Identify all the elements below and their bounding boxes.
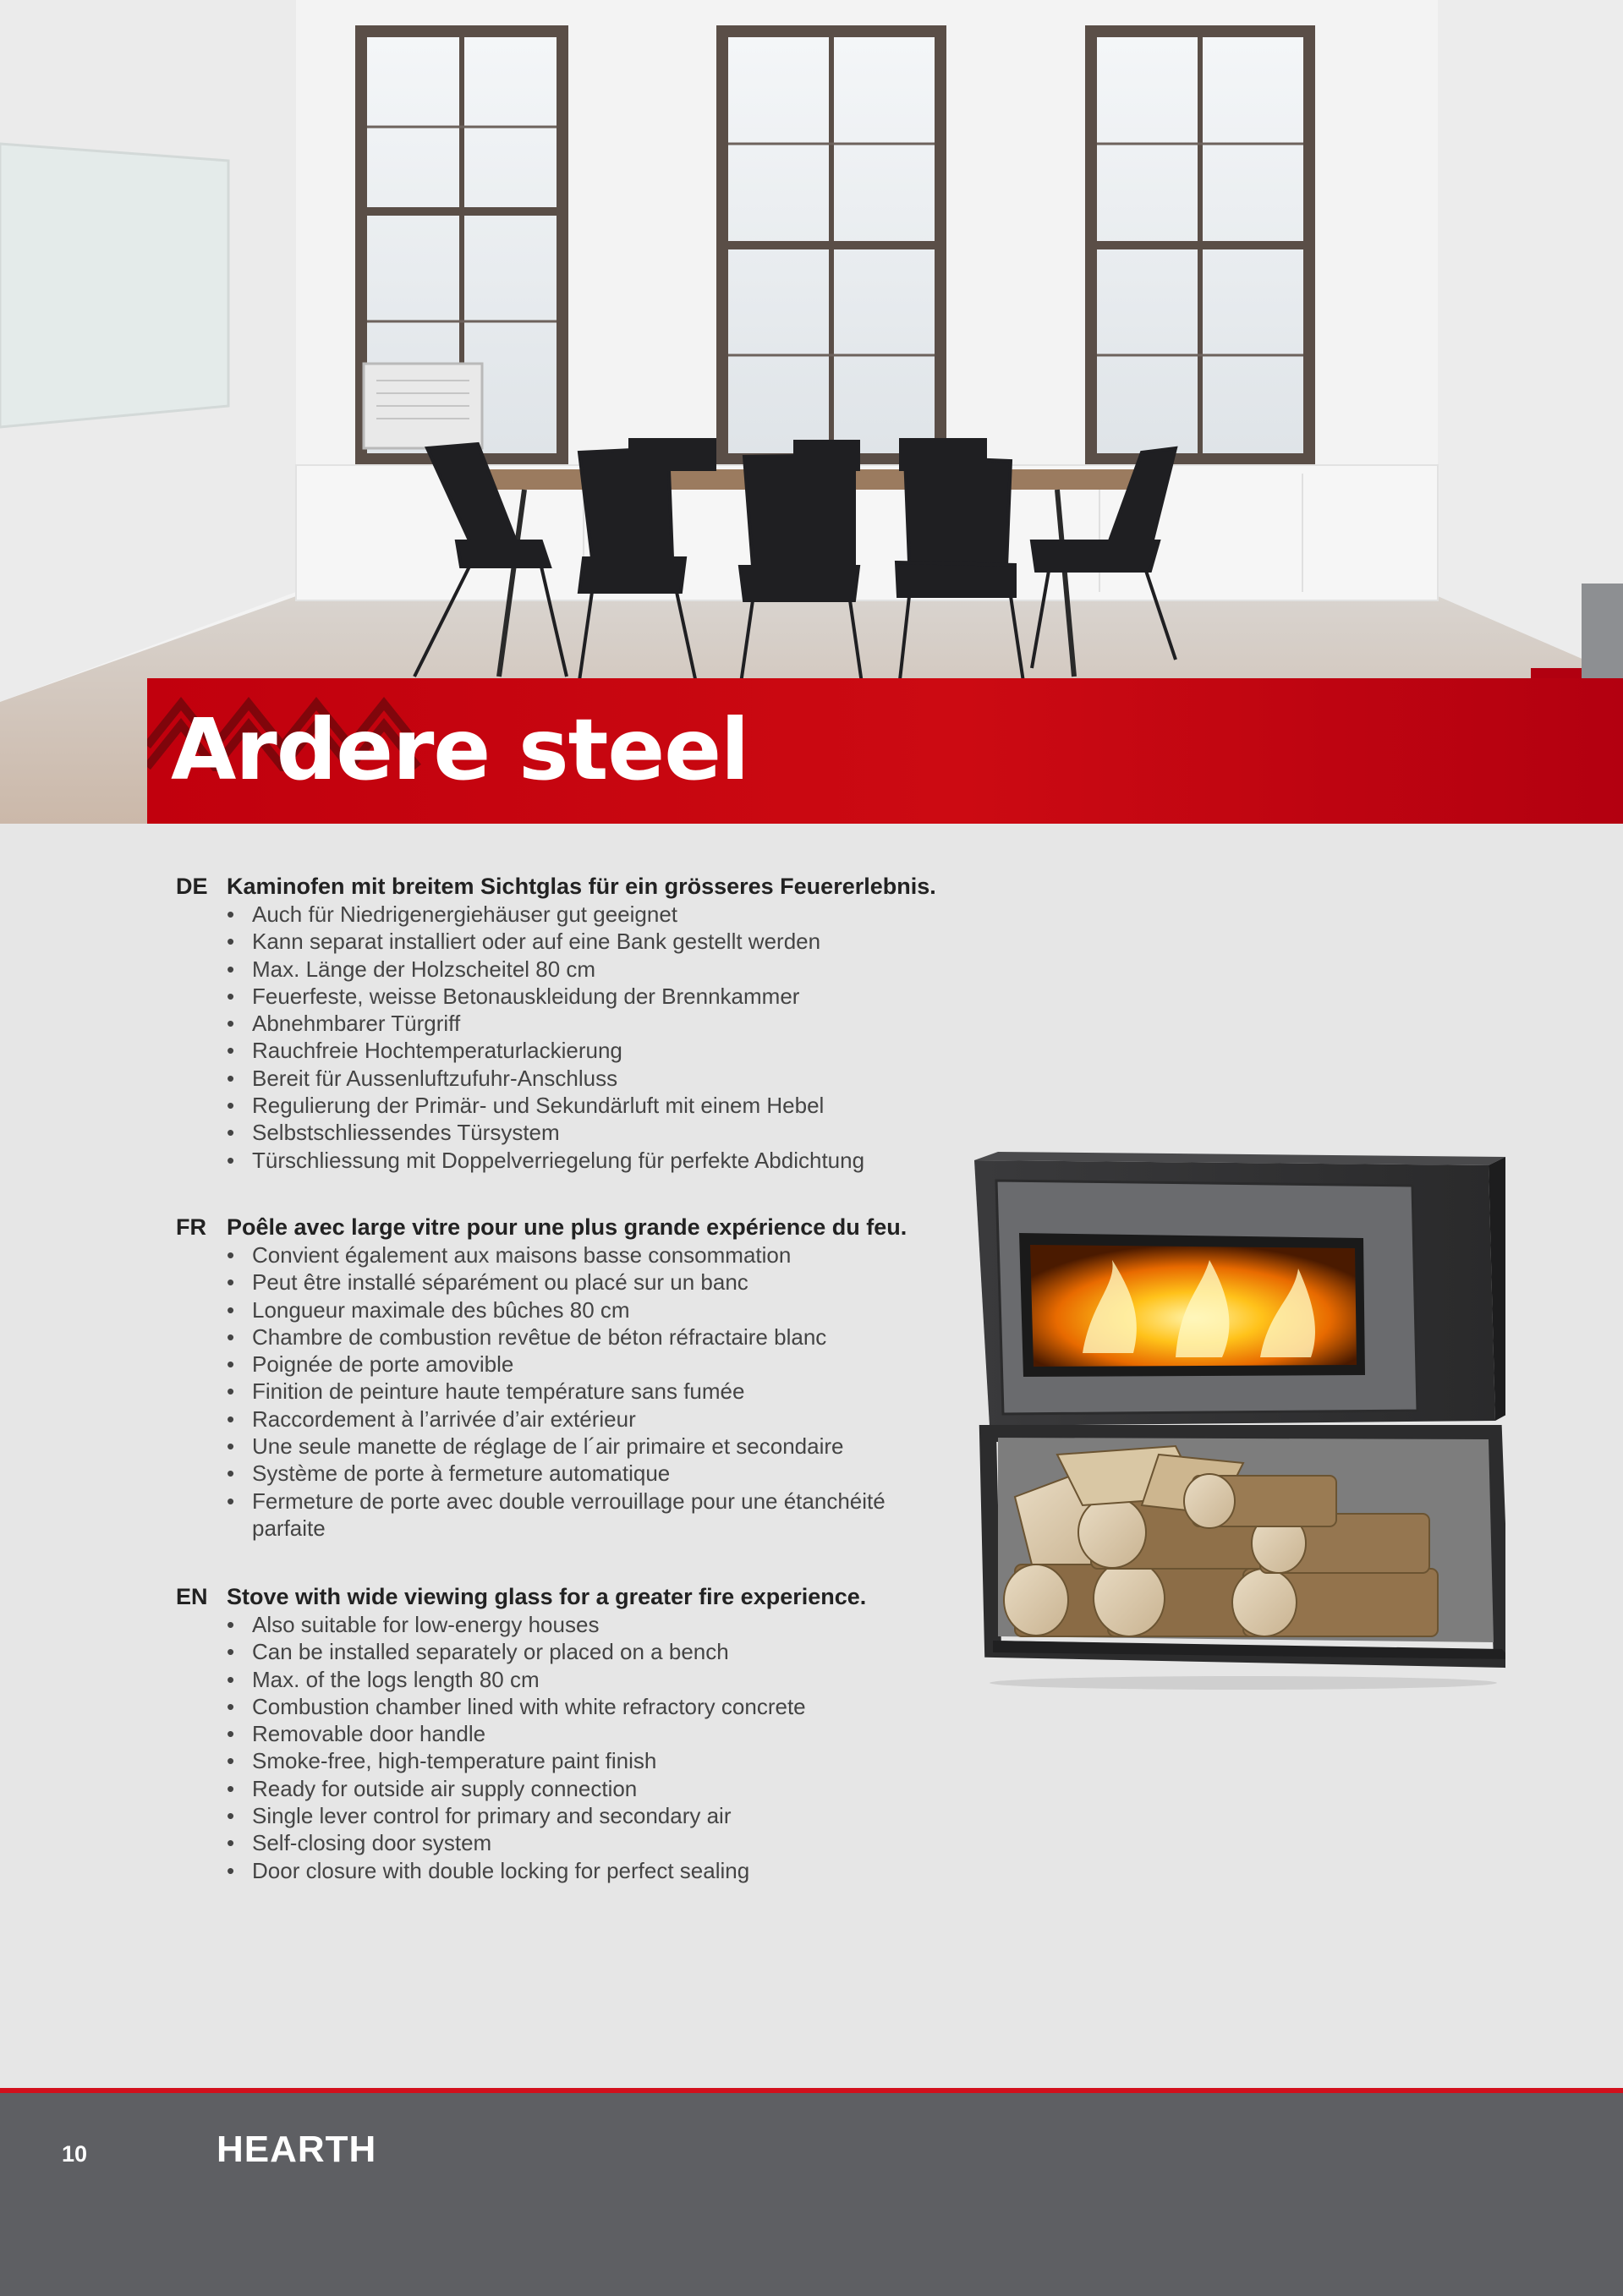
list-item: • Convient également aux maisons basse consommation [227, 1241, 937, 1269]
list-item: • Combustion chamber lined with white refractory concrete [227, 1693, 937, 1720]
page-number: 10 [62, 2141, 88, 2167]
list-item: • Fermeture de porte avec double verrouillage pour une étanchéité parfaite [227, 1488, 895, 1543]
list-item: • Removable door handle [227, 1720, 937, 1747]
list-item: • Regulierung der Primär- und Sekundärluft mit einem Hebel [227, 1092, 937, 1119]
list-item: • Longueur maximale des bûches 80 cm [227, 1296, 937, 1323]
window-middle [716, 25, 946, 465]
list-item: • Türschliessung mit Doppelverriegelung für perfekte Abdichtung [227, 1147, 937, 1174]
list-item: • Feuerfeste, weisse Betonauskleidung der Brennkammer [227, 983, 937, 1010]
list-item: • Finition de peinture haute température sans fumée [227, 1378, 937, 1405]
list-item: • Max. Länge der Holzscheitel 80 cm [227, 956, 937, 983]
feature-list [227, 1241, 937, 1542]
section-heading: Stove with wide viewing glass for a greater fire experience. [227, 1584, 867, 1609]
feature-list [227, 901, 937, 1174]
title-band [147, 678, 1623, 824]
list-item: • Door closure with double locking for perfect sealing [227, 1857, 937, 1884]
list-item: • Kann separat installiert oder auf eine Bank gestellt werden [227, 928, 937, 955]
language-code: EN [176, 1584, 208, 1609]
list-item: • Single lever control for primary and secondary air [227, 1802, 937, 1829]
brand-name: HEARTH [217, 2129, 377, 2170]
list-item: • Peut être installé séparément ou placé sur un banc [227, 1269, 937, 1296]
list-item: • Abnehmbarer Türgriff [227, 1010, 937, 1037]
feature-list [227, 1611, 937, 1884]
list-item: • Raccordement à l’arrivée d’air extérieur [227, 1406, 937, 1433]
section-heading: Kaminofen mit breitem Sichtglas für ein grösseres Feuererlebnis. [227, 874, 936, 899]
stove-illustration [964, 1142, 1505, 1691]
list-item: • Rauchfreie Hochtemperaturlackierung [227, 1037, 937, 1064]
list-item: • Une seule manette de réglage de l´air primaire et secondaire [227, 1433, 937, 1460]
list-item: • Système de porte à fermeture automatique [227, 1460, 937, 1487]
list-item: • Auch für Niedrigenergiehäuser gut geeignet [227, 901, 937, 928]
page-title: Ardere steel [171, 700, 749, 799]
list-item: • Chambre de combustion revêtue de béton réfractaire blanc [227, 1323, 937, 1351]
list-item: • Poignée de porte amovible [227, 1351, 937, 1378]
language-code: FR [176, 1214, 206, 1240]
window-right [1085, 25, 1315, 465]
list-item: • Can be installed separately or placed on a bench [227, 1638, 937, 1665]
hero-photo [0, 0, 1623, 824]
stove-product-image [964, 1142, 1505, 1691]
list-item: • Also suitable for low-energy houses [227, 1611, 937, 1638]
language-code: DE [176, 874, 208, 899]
list-item: • Self-closing door system [227, 1829, 937, 1856]
section-heading: Poêle avec large vitre pour une plus grande expérience du feu. [227, 1214, 907, 1240]
list-item: • Max. of the logs length 80 cm [227, 1666, 937, 1693]
list-item: • Ready for outside air supply connection [227, 1775, 937, 1802]
list-item: • Bereit für Aussenluftzufuhr-Anschluss [227, 1065, 937, 1092]
list-item: • Smoke-free, high-temperature paint finish [227, 1747, 937, 1774]
list-item: • Selbstschliessendes Türsystem [227, 1119, 937, 1146]
footer [0, 2093, 1623, 2296]
